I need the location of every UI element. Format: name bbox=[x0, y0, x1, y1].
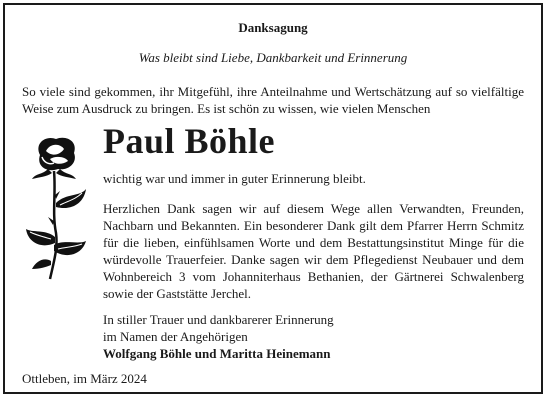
closing-line-2: im Namen der Angehörigen bbox=[103, 329, 248, 344]
place-date: Ottleben, im März 2024 bbox=[22, 371, 147, 386]
notice-heading: Danksagung bbox=[238, 20, 308, 35]
signers: Wolfgang Böhle und Maritta Heinemann bbox=[103, 346, 331, 361]
closing-line-1: In stiller Trauer und dankbarerer Erinnerung bbox=[103, 312, 334, 327]
after-name-text: wichtig war und immer in guter Erinnerung bleibt. bbox=[103, 171, 366, 186]
intro-paragraph: So viele sind gekommen, ihr Mitgefühl, ihre Anteilnahme und Wertschätzung auf so vielfältige Weise zum Ausdruck zu bringen. Es ist schön zu wissen, wie vielen Menschen bbox=[22, 84, 524, 116]
notice-motto: Was bleibt sind Liebe, Dankbarkeit und Erinnerung bbox=[138, 50, 408, 65]
deceased-name: Paul Böhle bbox=[103, 121, 276, 161]
obituary-notice bbox=[3, 3, 543, 394]
closing-block bbox=[103, 311, 334, 362]
thanks-paragraph: Herzlichen Dank sagen wir auf diesem Wege allen Verwandten, Freunden, Nachbarn und Bekannten. Ein besonderer Dank gilt dem Pfarrer Herrn Schmitz für die lieben, einfühlsamen Worte und dem Bestattungsinstitut Minge für die würdevolle Trauerfeier. Danke sagen wir dem Pflegedienst Neubauer und dem Wohnbereich 3 vom Johanniterhaus Bethanien, der Gärtnerei Schwalenberg sowie der Gaststätte Jerchel. bbox=[103, 201, 524, 301]
rose-icon bbox=[20, 133, 95, 283]
